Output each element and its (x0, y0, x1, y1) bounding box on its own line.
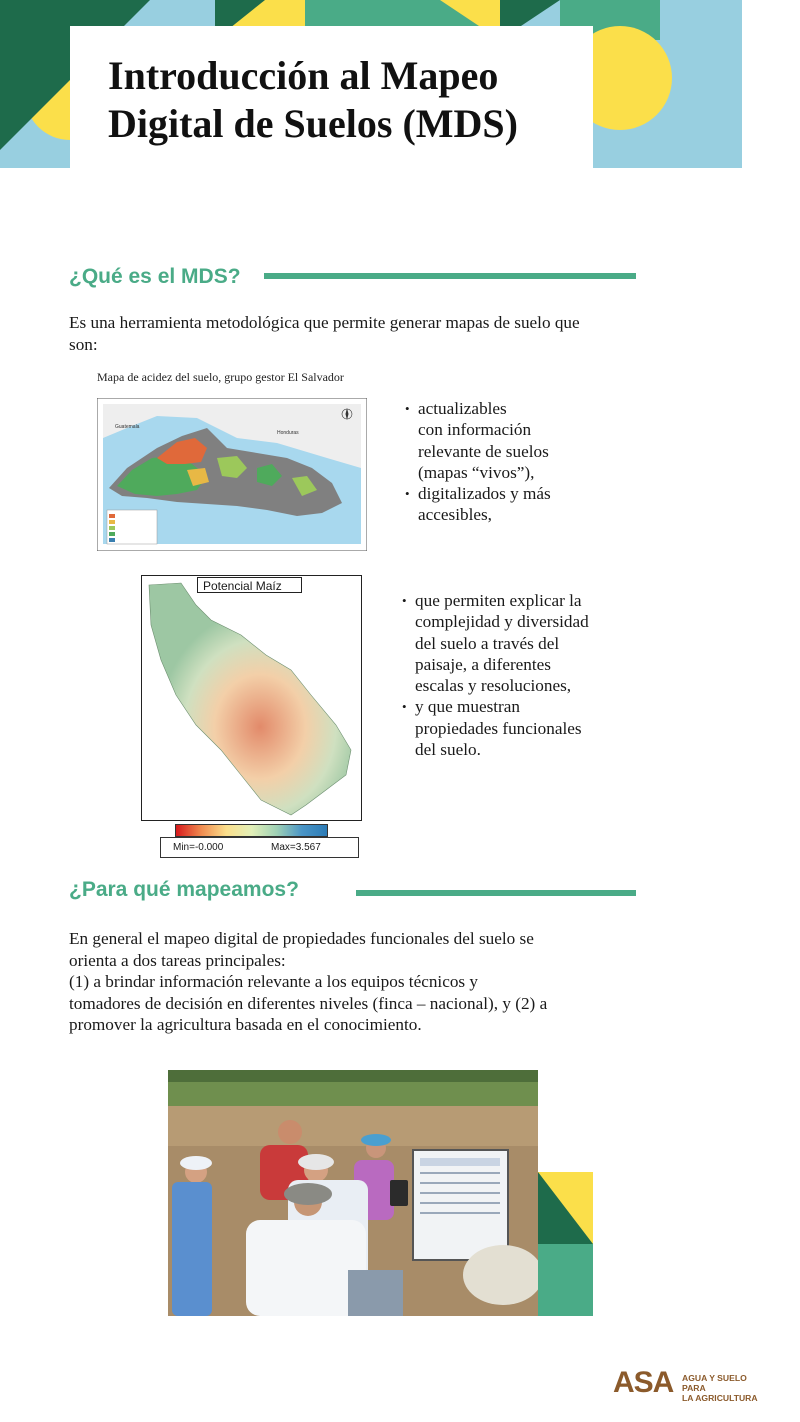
paragraph-line: En general el mapeo digital de propiedades funcionales del suelo se (69, 929, 534, 948)
map-label-honduras: Honduras (277, 430, 299, 436)
map-label-guatemala: Guatemala (115, 424, 140, 430)
section-divider (356, 890, 636, 896)
paragraph-line: promover la agricultura basada en el conocimiento. (69, 1015, 422, 1034)
map-legend (160, 837, 359, 858)
photo-corner-decoration (538, 1172, 593, 1316)
list-item: • digitalizados y más accesibles, (405, 484, 551, 525)
section-divider (264, 273, 636, 279)
list-item: • actualizables con información relevante de suelos (mapas “vivos”), (405, 399, 549, 482)
bullet-marker: • (402, 699, 407, 715)
paragraph-line: orienta a dos tareas principales: (69, 950, 286, 970)
section-paragraph (69, 928, 659, 1036)
asa-logo-tagline: AGUA Y SUELO PARA LA AGRICULTURA (682, 1373, 758, 1403)
bullet-marker: • (402, 593, 407, 608)
legend-max-label: Max=3.567 (271, 842, 321, 853)
list-item: • y que muestran propiedades funcionales del suelo. (402, 697, 582, 760)
maize-potential-map (141, 575, 362, 821)
bullet-marker: • (405, 486, 410, 502)
section-intro-text: Es una herramienta metodológica que permite generar mapas de suelo que son: (69, 313, 580, 354)
section-heading-why-map: ¿Para qué mapeamos? (69, 878, 299, 901)
asa-logo: ASA (613, 1366, 674, 1399)
bullet-list-map-features (405, 398, 605, 526)
bullet-list-map-properties (402, 590, 632, 760)
soil-acidity-map (97, 398, 367, 551)
legend-min-label: Min=-0.000 (173, 842, 224, 853)
map-colorbar (175, 824, 328, 837)
field-work-photo (168, 1070, 538, 1316)
list-item: • que permiten explicar la complejidad y diversidad del suelo a través del paisaje, a diferentes escalas y resoluciones, (402, 591, 589, 696)
page-title: Introducción al Mapeo Digital de Suelos (MDS) (108, 53, 518, 146)
bullet-marker: • (405, 401, 410, 416)
maize-map-title: Potencial Maíz (197, 577, 302, 593)
paragraph-line: tomadores de decisión en diferentes niveles (finca – nacional), y (2) a (69, 993, 548, 1013)
map-caption: Mapa de acidez del suelo, grupo gestor El Salvador (97, 370, 344, 384)
paragraph-line: (1) a brindar información relevante a los equipos técnicos y (69, 972, 479, 991)
section-heading-what-is-mds: ¿Qué es el MDS? (69, 265, 241, 288)
